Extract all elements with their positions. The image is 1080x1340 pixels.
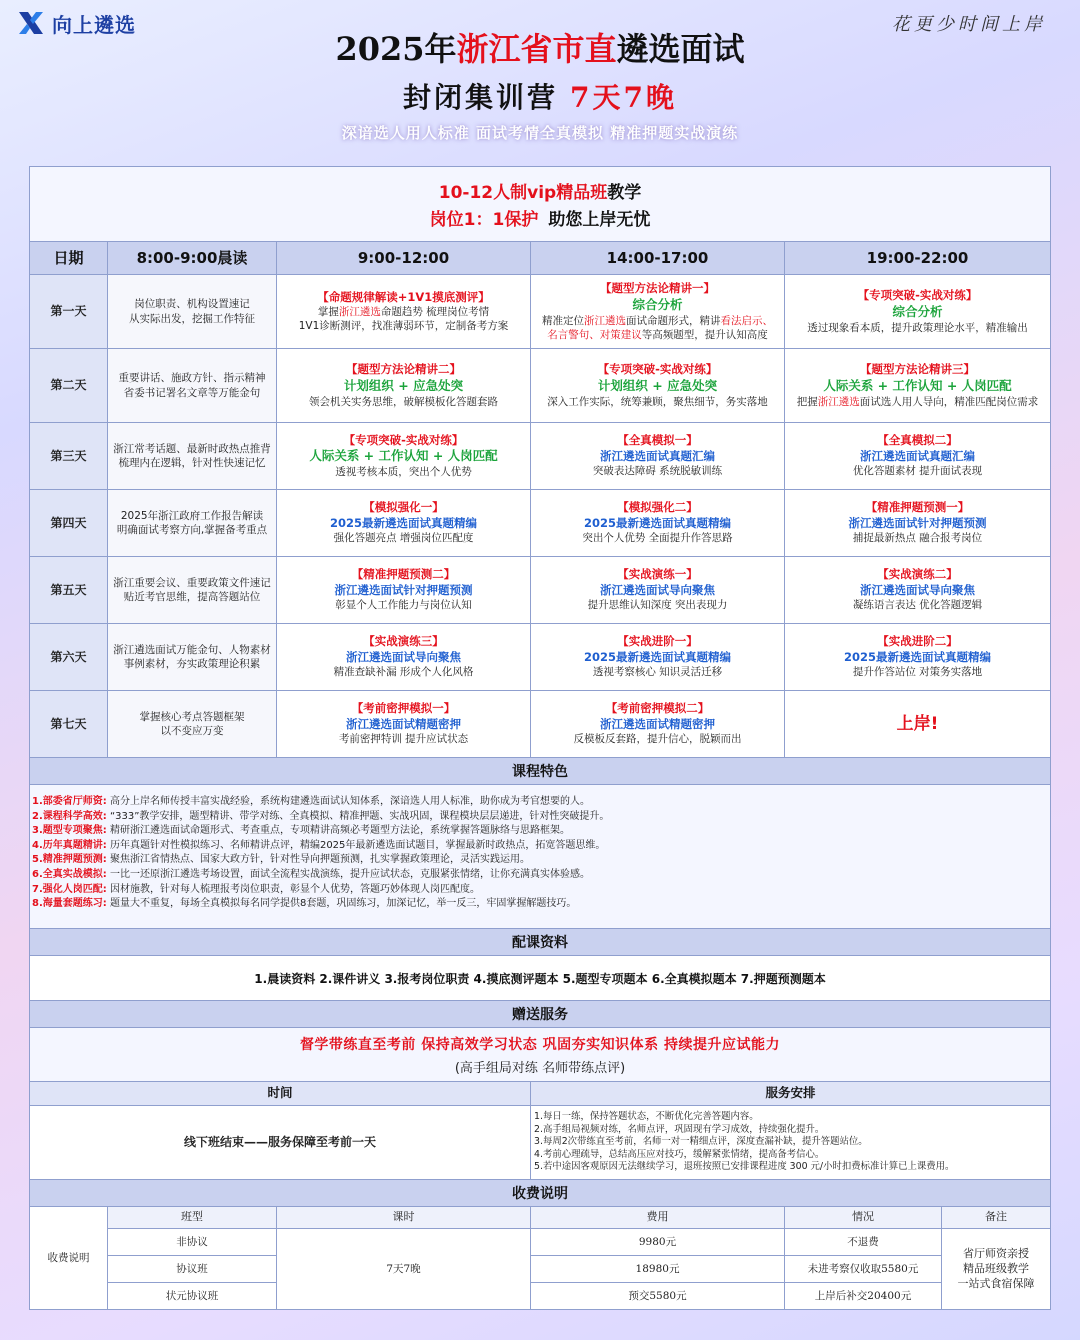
- session-cell: [531, 557, 785, 623]
- morning-reading: [108, 490, 277, 556]
- camp-name: 封闭集训营: [403, 81, 559, 114]
- session-tag: 【题型方法论精讲一】: [600, 281, 715, 296]
- fee-price: 预交5580元: [531, 1283, 785, 1310]
- fees-header-row: [108, 1207, 1050, 1229]
- session-tag: 【精准押题预测二】: [351, 567, 456, 582]
- day-row: [30, 624, 1050, 691]
- morning-reading: [108, 557, 277, 623]
- remark-line: 精品班级教学: [963, 1262, 1029, 1276]
- session-cell: [531, 691, 785, 757]
- feature-label: 5.精准押题预测:: [32, 854, 107, 866]
- service-content-row: [30, 1106, 1050, 1180]
- class-size: [439, 178, 641, 203]
- materials-title: 配课资料: [30, 929, 1050, 956]
- fee-remark: [942, 1229, 1050, 1310]
- morning-reading: [108, 423, 277, 489]
- desc-part: 等高频题型，提升认知高度: [641, 328, 768, 341]
- session-cell: [785, 275, 1050, 348]
- session-topic: 浙江遴选面试针对押题预测: [848, 515, 987, 530]
- reading-line: 2025年浙江政府工作报告解读: [120, 509, 264, 522]
- title-suffix: 遴选面试: [616, 30, 745, 68]
- desc-highlight: 浙江遴选: [584, 314, 626, 327]
- course-sheet: [29, 166, 1051, 1310]
- session-tag: 【考前密押模拟一】: [351, 701, 456, 716]
- session-topic: 浙江遴选面试真题汇编: [600, 448, 715, 463]
- session-cell: [277, 275, 531, 348]
- title-highlight: 浙江省市直: [456, 30, 617, 68]
- session-tag: 【题型方法论精讲三】: [860, 362, 975, 377]
- session-tag: 【全真模拟二】: [877, 433, 958, 448]
- reading-line: 以不变应万变: [160, 725, 224, 737]
- session-tag: 【实战进阶一】: [617, 634, 698, 649]
- service-summary: [30, 1028, 1050, 1082]
- session-desc: 凝练语言表达 优化答题逻辑: [852, 599, 983, 612]
- reading-line: 贴近考官思维，提高答题站位: [123, 591, 261, 603]
- reading-line: 岗位职责、机构设置速记: [134, 298, 250, 311]
- session-tag: 【命题规律解读+1V1摸底测评】: [317, 289, 490, 304]
- session-desc: [547, 328, 768, 342]
- session-tag: 【模拟强化二】: [617, 500, 698, 515]
- fee-status: 未进考察仅收取5580元: [785, 1256, 942, 1283]
- session-cell: [531, 349, 785, 422]
- materials-list: 1.晨读资料 2.课件讲义 3.报考岗位职责 4.摸底测评题本 5.题型专项题本 6.全真模拟题本 7.押题预测题本: [30, 956, 1050, 1001]
- schedule-header-row: [30, 242, 1050, 275]
- session-topic: 浙江遴选面试精题密押: [346, 716, 461, 731]
- session-topic: 浙江遴选面试导向聚焦: [860, 582, 975, 597]
- day-row: [30, 557, 1050, 624]
- arrange-item: 1.每日一练，保持答题状态，不断优化完善答题内容。: [534, 1111, 759, 1123]
- session-topic: 浙江遴选面试真题汇编: [860, 448, 975, 463]
- desc-part: 面试命题形式，精讲: [626, 314, 721, 327]
- feature-label: 4.历年真题精讲:: [32, 839, 107, 851]
- header-slot1: 9:00-12:00: [277, 242, 531, 274]
- day-label: 第四天: [30, 490, 108, 556]
- session-tag: 【专项突破-实战对练】: [597, 362, 718, 377]
- feature-item: [32, 824, 1050, 839]
- fees-col-remark: 备注: [942, 1207, 1050, 1228]
- main-title: [0, 24, 1080, 70]
- header-date: 日期: [30, 242, 108, 274]
- session-desc: 1V1诊断测评，找准薄弱环节，定制备考方案: [298, 320, 509, 333]
- feature-item: [32, 839, 1050, 854]
- header-slot3: 19:00-22:00: [866, 248, 969, 267]
- service-header-row: [30, 1082, 1050, 1106]
- reading-line: 梳理内在逻辑，针对性快速记忆: [118, 457, 266, 469]
- feature-text: 历年真题针对性模拟练习、名师精讲点评，精编2025年最新遴选面试题目，掌握最新时政热点，拓宽答题思维。: [109, 839, 606, 851]
- session-topic: 人际关系 + 工作认知 + 人岗匹配: [823, 377, 1012, 393]
- session-tag: 【题型方法论精讲二】: [346, 362, 461, 377]
- fee-type: 非协议: [108, 1229, 277, 1256]
- fees-label: 收费说明: [30, 1207, 108, 1310]
- day-row: [30, 349, 1050, 423]
- feature-label: 7.强化人岗匹配:: [32, 883, 107, 895]
- service-time-value: 线下班结束——服务保障至考前一天: [30, 1106, 531, 1179]
- feature-item: [32, 868, 1050, 883]
- desc-highlight: 名言警句、对策建议: [547, 328, 642, 341]
- brand-name: 向上遴选: [52, 12, 136, 37]
- remark-line: 省厅师资亲授: [963, 1247, 1029, 1261]
- arrange-item: 2.高手组局视频对练，名师点评，巩固现有学习成效，持续强化提升。: [534, 1123, 825, 1135]
- feature-text: 一比一还原浙江遴选考场设置，面试全流程实战演练，提升应试状态，克服紧张情绪，让你充满真实体验感。: [109, 868, 590, 880]
- session-topic: 2025最新遴选面试真题精编: [583, 649, 731, 664]
- service-note: (高手组局对练 名师带练点评): [454, 1060, 626, 1076]
- session-topic: 2025最新遴选面试真题精编: [329, 515, 477, 530]
- session-topic: 计划组织 + 应急处突: [343, 377, 464, 393]
- reading-line: 浙江重要会议、重要政策文件速记: [113, 576, 271, 589]
- session-desc: 强化答题亮点 增强岗位匹配度: [333, 532, 474, 545]
- reading-line: 重要讲话、施政方针、指示精神: [118, 372, 266, 385]
- session-desc: [318, 305, 489, 319]
- desc-part: 掌握: [317, 306, 339, 319]
- reading-line: 事例素材，夯实政策理论积累: [123, 658, 261, 670]
- features-title: 课程特色: [30, 758, 1050, 785]
- feature-item: [32, 810, 1050, 825]
- morning-reading: [108, 624, 277, 690]
- session-topic: 浙江遴选面试针对押题预测: [334, 582, 473, 597]
- session-desc: 考前密押特训 提升应试状态: [338, 733, 469, 746]
- day-row: [30, 490, 1050, 557]
- session-cell: [277, 490, 531, 556]
- session-desc: 透视考察核心 知识灵活迁移: [592, 666, 723, 679]
- session-desc: 突出个人优势 全面提升作答思路: [582, 532, 733, 545]
- day-label: 第六天: [30, 624, 108, 690]
- feature-text: 高分上岸名师传授丰富实战经验，系统构建遴选面试认知体系，深谙选人用人标准，助你成为考官想要的人。: [109, 796, 590, 807]
- session-topic: 2025最新遴选面试真题精编: [583, 515, 731, 530]
- reading-line: 浙江遴选面试万能金句、人物素材: [113, 643, 271, 656]
- session-desc: 精准查缺补漏 形成个人化风格: [333, 666, 474, 679]
- feature-item: [32, 883, 1050, 898]
- remark-line: 一站式食宿保障: [957, 1276, 1035, 1290]
- session-cell: [277, 349, 531, 422]
- session-tag: 【考前密押模拟二】: [605, 701, 710, 716]
- session-desc: 透过现象看本质，提升政策理论水平，精准输出: [807, 321, 1028, 334]
- feature-label: 6.全真实战模拟:: [32, 868, 107, 880]
- reading-line: 明确面试考察方向,掌握备考重点: [116, 524, 268, 536]
- session-topic: 2025最新遴选面试真题精编: [843, 649, 991, 664]
- fees-title: 收费说明: [30, 1180, 1050, 1207]
- session-cell: [531, 275, 785, 348]
- session-cell: [277, 624, 531, 690]
- morning-reading: [108, 691, 277, 757]
- fee-price: 18980元: [531, 1256, 785, 1283]
- fees-col-type: 班型: [108, 1207, 277, 1228]
- session-desc: 透视考核本质，突出个人优势: [335, 466, 472, 479]
- session-tag: 【精准押题预测一】: [865, 500, 970, 515]
- arrange-item: 3.每周2次带练直至考前，名师一对一精细点评，深度查漏补缺，提升答题站位。: [534, 1136, 868, 1148]
- desc-highlight: 浙江遴选: [338, 306, 381, 319]
- fees-col-status: 情况: [785, 1207, 942, 1228]
- reading-line: 省委书记署名文章等万能金句: [123, 386, 261, 399]
- fee-price: 9980元: [531, 1229, 785, 1256]
- reading-line: 从实际出发，挖掘工作特征: [129, 312, 255, 325]
- session-topic: 浙江遴选面试精题密押: [600, 716, 715, 731]
- fee-hours: 7天7晚: [277, 1229, 531, 1310]
- fees-col-hours: 课时: [277, 1207, 531, 1228]
- feature-item: [32, 795, 1050, 810]
- session-topic: 浙江遴选面试导向聚焦: [346, 649, 461, 664]
- fee-type: 协议班: [108, 1256, 277, 1283]
- session-cell: [785, 557, 1050, 623]
- header-slot2: 14:00-17:00: [531, 242, 785, 274]
- desc-highlight: 浙江遴选: [817, 395, 860, 408]
- camp-duration: 7天7晚: [570, 81, 677, 114]
- tagline: 深谙选人用人标准 面试考情全真模拟 精准押题实战演练: [341, 124, 739, 142]
- session-desc: 领会机关实务思维，破解模板化答题套路: [309, 395, 498, 408]
- session-cell: [277, 691, 531, 757]
- fee-status: 上岸后补交20400元: [785, 1283, 942, 1310]
- session-cell: [785, 349, 1050, 422]
- feature-label: 2.课程科学高效:: [32, 810, 107, 822]
- guarantee-black: 助您上岸无忧: [548, 210, 651, 230]
- session-tag: 【实战演练二】: [877, 567, 958, 582]
- session-topic: 浙江遴选面试导向聚焦: [600, 582, 715, 597]
- service-col-arrange: 服务安排: [531, 1082, 1050, 1105]
- fees-table: [30, 1207, 1050, 1310]
- session-desc: 捕捉最新热点 融合报考岗位: [852, 532, 983, 545]
- day-label: 第一天: [30, 275, 108, 348]
- session-cell: [785, 423, 1050, 489]
- session-cell: [531, 624, 785, 690]
- session-cell: [785, 490, 1050, 556]
- sub-title: [0, 76, 1080, 116]
- fee-type: 状元协议班: [108, 1283, 277, 1310]
- arrange-item: 5.若中途因客观原因无法继续学习，退班按照已安排课程进度 300 元/小时扣费标准计算已上课费用。: [534, 1161, 955, 1173]
- desc-part: 把握: [796, 395, 818, 408]
- class-size-red: 10-12人制vip精品班: [438, 183, 608, 203]
- day-row: [30, 691, 1050, 758]
- feature-text: 聚焦浙江省情热点、国家大政方针，针对性导向押题预测，扎实掌握政策理论，灵活实践运用。: [109, 854, 530, 866]
- class-size-black: 教学: [607, 183, 642, 203]
- session-topic: 综合分析: [632, 296, 683, 312]
- desc-part: 命题趋势 梳理岗位考情: [380, 306, 490, 319]
- feature-label: 3.题型专项聚焦:: [32, 825, 107, 837]
- morning-reading: [108, 275, 277, 348]
- session-tag: 【实战演练三】: [363, 634, 444, 649]
- session-tag: 【专项突破-实战对练】: [857, 288, 978, 303]
- session-topic: 计划组织 + 应急处突: [597, 377, 718, 393]
- feature-label: 1.部委省厅师资:: [32, 796, 107, 807]
- session-cell: [531, 490, 785, 556]
- day-label: 第七天: [30, 691, 108, 757]
- class-guarantee: [430, 205, 651, 230]
- session-desc: [797, 395, 1039, 409]
- session-cell: [531, 423, 785, 489]
- arrange-item: 4.考前心理疏导，总结高压应对技巧，缓解紧张情绪，提高备考信心。: [534, 1148, 825, 1160]
- session-cell: [277, 423, 531, 489]
- reading-line: 掌握核心考点答题框架: [139, 710, 245, 723]
- session-desc: 深入工作实际，统筹兼顾，聚焦细节，务实落地: [547, 395, 768, 408]
- session-topic: 人际关系 + 工作认知 + 人岗匹配: [309, 448, 498, 464]
- session-tag: 【专项突破-实战对练】: [343, 432, 464, 447]
- session-desc: 提升思维认知深度 突出表现力: [587, 599, 728, 612]
- service-arrangements: [531, 1106, 1050, 1179]
- guarantee-red: 岗位1：1保护: [429, 210, 539, 230]
- fee-status: 不退费: [785, 1229, 942, 1256]
- morning-reading: [108, 349, 277, 422]
- desc-part: 精准定位: [542, 314, 584, 327]
- session-topic: 综合分析: [892, 303, 943, 319]
- shore-label: 上岸!: [896, 713, 939, 734]
- desc-part: 面试选人用人导向，精准匹配岗位需求: [859, 395, 1039, 408]
- service-col-time: 时间: [30, 1082, 531, 1105]
- header-morning: 8:00-9:00晨读: [108, 242, 277, 274]
- session-cell: [277, 557, 531, 623]
- title-prefix: 2025年: [335, 30, 457, 68]
- feature-item: [32, 853, 1050, 868]
- features-list: [30, 785, 1050, 929]
- feature-item: [32, 897, 1050, 912]
- slogan: 花更少时间上岸: [892, 14, 1046, 35]
- session-desc: [542, 314, 773, 328]
- session-tag: 【实战演练一】: [617, 567, 698, 582]
- reading-line: 浙江常考话题、最新时政热点推背: [113, 442, 271, 455]
- session-desc: 提升作答站位 对策务实落地: [852, 666, 983, 679]
- session-desc: 彰显个人工作能力与岗位认知: [335, 599, 472, 612]
- session-desc: 优化答题素材 提升面试表现: [852, 465, 983, 478]
- day-row: [30, 275, 1050, 349]
- day-label: 第五天: [30, 557, 108, 623]
- service-title: 赠送服务: [30, 1001, 1050, 1028]
- desc-highlight: 看法启示、: [720, 314, 773, 327]
- feature-text: 精研浙江遴选面试命题形式、考查重点，专项精讲高频必考题型方法论，系统掌握答题脉络与思路框架。: [109, 825, 570, 837]
- day-label: 第二天: [30, 349, 108, 422]
- feature-text: 因材施教，针对每人梳理报考岗位职责，彰显个人优势，答题巧妙体现人岗匹配度。: [109, 883, 480, 895]
- day-label: 第三天: [30, 423, 108, 489]
- session-tag: 【全真模拟一】: [617, 433, 698, 448]
- fees-col-price: 费用: [531, 1207, 785, 1228]
- session-cell: [785, 691, 1050, 757]
- session-cell: [785, 624, 1050, 690]
- session-desc: 突破表达障碍 系统脱敏训练: [592, 465, 723, 478]
- session-tag: 【模拟强化一】: [363, 500, 444, 515]
- day-row: [30, 423, 1050, 490]
- feature-label: 8.海量套题练习:: [32, 898, 107, 910]
- session-desc: 反模板反套路，提升信心，脱颖而出: [573, 733, 742, 746]
- feature-text: 题量大不重复，每场全真模拟每名同学提供8套题，巩固练习，加深记忆，举一反三，牢固掌握解题技巧。: [109, 898, 577, 910]
- session-tag: 【实战进阶二】: [877, 634, 958, 649]
- class-header: [30, 167, 1050, 242]
- feature-text: “333”教学安排，题型精讲、带学对练、全真模拟、精准押题、实战巩固，课程模块层层递进，针对性突破提升。: [109, 810, 610, 822]
- service-promise: 督学带练直至考前 保持高效学习状态 巩固夯实知识体系 持续提升应试能力: [299, 1036, 781, 1053]
